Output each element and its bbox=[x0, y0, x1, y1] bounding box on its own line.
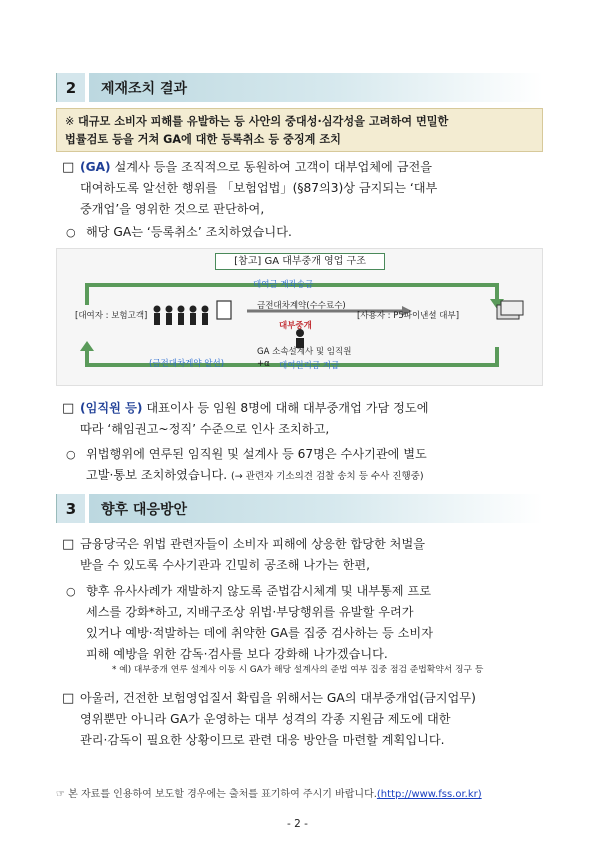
checkbox-mark: □ bbox=[62, 160, 75, 175]
section-number: 2 bbox=[56, 73, 85, 102]
diagram-title: [참고] GA 대부중개 영업 구조 bbox=[215, 253, 385, 270]
page-number: - 2 - bbox=[287, 818, 308, 830]
section-title: 향후 대응방안 bbox=[89, 494, 543, 523]
paragraph-ga: (GA) 설계사 등을 조직적으로 동원하여 고객이 대부업체에 금전을 대여하도록 알선한 행위를 「보험업법」(§87의3)상 금지되는 ‘대부 중개업’을 영위한 것으로 판단하여, bbox=[80, 160, 438, 216]
section-2-header bbox=[56, 73, 543, 102]
paragraph-future: 금융당국은 위법 관련자들이 소비자 피해에 상응한 합당한 처벌을 받을 수 있도록 수사기관과 긴밀히 공조해 나가는 한편, bbox=[80, 537, 425, 572]
section-3-header bbox=[56, 494, 543, 523]
bullet-mark: ○ bbox=[66, 448, 76, 461]
ga-structure-diagram bbox=[56, 248, 543, 386]
section-title: 제재조치 결과 bbox=[89, 73, 543, 102]
note-line-1: ※ 대규모 소비자 피해를 유발하는 등 사안의 중대성·심각성을 고려하여 면밀한 bbox=[65, 115, 449, 128]
flow-middle-label: 금전대차계약(수수료수) bbox=[257, 301, 346, 311]
section-number: 3 bbox=[56, 494, 85, 523]
paragraph-staff-sub: 위법행위에 연루된 임직원 및 설계사 등 67명은 수사기관에 별도 고발·통보 조치하였습니다. (→ 관련자 기소의견 검찰 송치 등 수사 진행중) bbox=[86, 447, 427, 482]
checkbox-mark: □ bbox=[62, 401, 75, 416]
note-line-2: 법률검토 등을 거쳐 GA에 대한 등록취소 등 중징계 조치 bbox=[65, 133, 341, 146]
broker-body: GA 소속설계사 및 임직원 bbox=[257, 347, 352, 357]
checkbox-mark: □ bbox=[62, 691, 75, 706]
checkbox-mark: □ bbox=[62, 537, 75, 552]
arrangement-label: (금전대차계약 알선) bbox=[149, 359, 225, 369]
borrower-label: [사용자 : P5파이낸셜 대부] bbox=[357, 311, 460, 321]
paragraph-staff: (임직원 등) 대표이사 등 임원 8명에 대해 대부중개업 가담 정도에 따라 ‘해임권고~정직’ 수준으로 인사 조치하고, bbox=[80, 401, 429, 436]
bullet-mark: ○ bbox=[66, 226, 76, 239]
footnote: * 예) 대부중개 연루 설계사 이동 시 GA가 해당 설계사의 준법 여부 집중 점검 준법확약서 징구 등 bbox=[112, 665, 484, 675]
bullet-mark: ○ bbox=[66, 585, 76, 598]
pointing-hand-icon: ☞ bbox=[56, 789, 65, 800]
paragraph-ga-sub: 해당 GA는 ‘등록취소’ 조치하였습니다. bbox=[86, 225, 292, 239]
tag-ga: (GA) bbox=[80, 160, 111, 174]
plus-alpha: +α bbox=[257, 359, 270, 369]
note-box bbox=[56, 108, 543, 152]
citation-note: ☞ 본 자료를 인용하여 보도할 경우에는 출처를 표기하여 주시기 바랍니다.(http://www.fss.or.kr) bbox=[56, 789, 482, 800]
fss-link[interactable]: (http://www.fss.or.kr) bbox=[376, 789, 482, 800]
flow-bottom-label: 대여원리금 지급 bbox=[279, 361, 340, 371]
tag-staff: (임직원 등) bbox=[80, 401, 143, 415]
flow-top-label: 대여금 계좌송금 bbox=[253, 280, 314, 290]
broker-title: 대부중개 bbox=[279, 321, 312, 331]
lender-label: [대여자 : 보험고객] bbox=[75, 311, 148, 321]
paragraph-last: 아울러, 건전한 보험영업질서 확립을 위해서는 GA의 대부중개업(금지업무) 영위뿐만 아니라 GA가 운영하는 대부 성격의 각종 지원금 제도에 대한 관리·감독이 필요한 상황이므로 관련 대응 방안을 마련할 계획입니다. bbox=[80, 691, 476, 747]
paragraph-future-sub: 향후 유사사례가 재발하지 않도록 준법감시체계 및 내부통제 프로 세스를 강화*하고, 지배구조상 위법·부당행위를 유발할 우려가 있거나 예방·적발하는 데에 취약한 GA를 집중 검사하는 등 소비자 피해 예방을 위한 감독·검사를 보다 강화해 나가겠습니다. bbox=[86, 584, 433, 661]
